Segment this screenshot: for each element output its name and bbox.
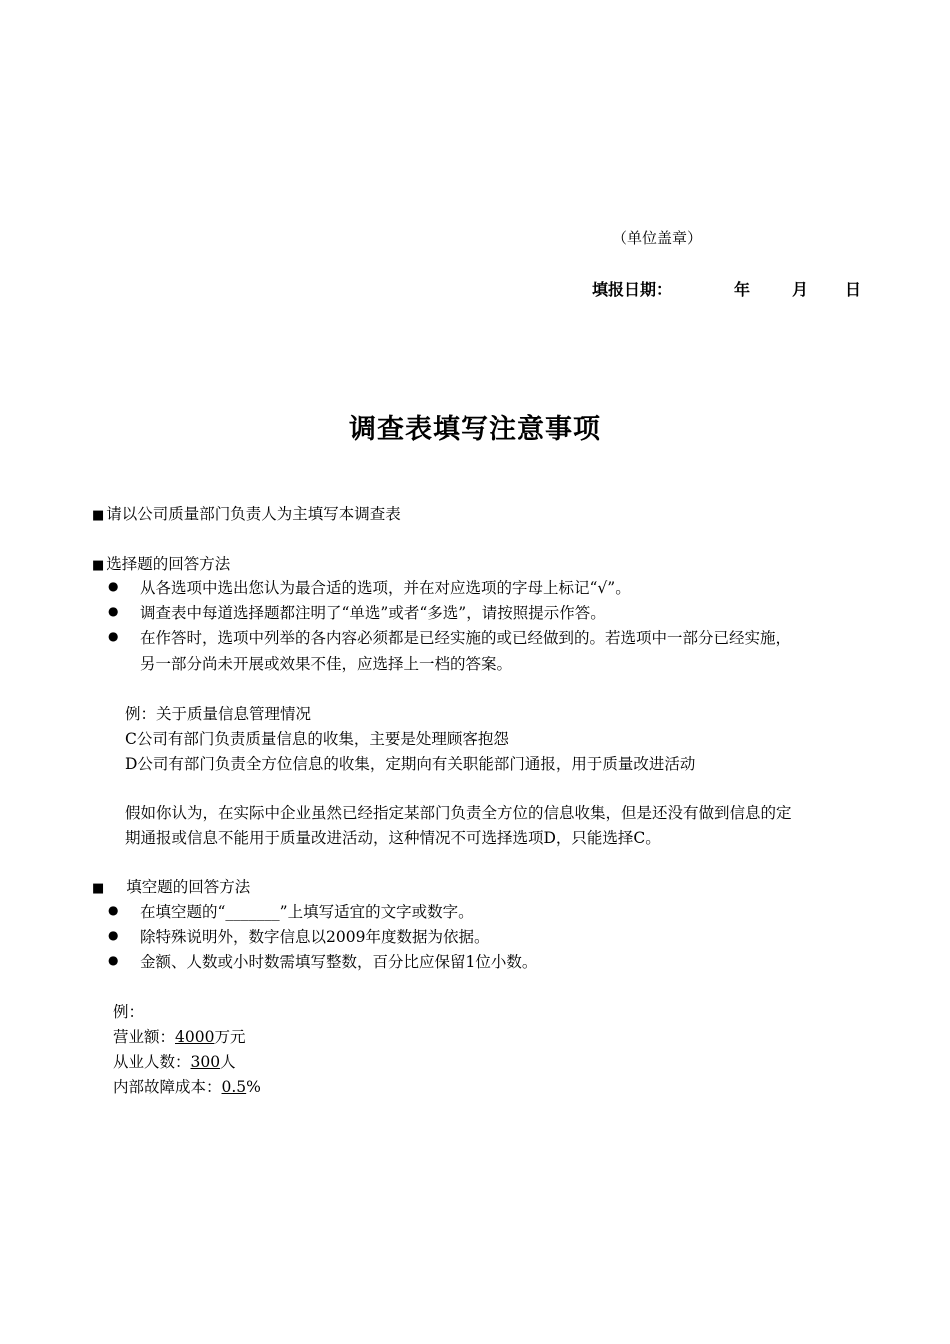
example-revenue: [113, 1025, 245, 1047]
bullet-icon: ●: [108, 903, 119, 917]
section-choice-heading: [92, 552, 230, 574]
example-field-label: 从业人数：: [113, 1053, 191, 1071]
list-item: 从各选项中选出您认为最合适的选项，并在对应选项的字母上标记“√”。: [140, 579, 631, 597]
section-instruction: [92, 502, 401, 524]
month-label: 月: [792, 280, 809, 299]
example-note: 假如你认为，在实际中企业虽然已经指定某部门负责全方位的信息收集，但是还没有做到信息的定: [125, 804, 792, 822]
example-field-unit: %: [246, 1078, 261, 1096]
square-bullet-icon: ■: [92, 558, 105, 573]
square-bullet-icon: ■: [92, 881, 105, 896]
list-item: 调查表中每道选择题都注明了“单选”或者“多选”，请按照提示作答。: [140, 604, 606, 622]
section-instruction-text: 请以公司质量部门负责人为主填写本调查表: [106, 505, 401, 523]
example-internal-failure-cost: [113, 1075, 261, 1097]
example-field-label: 内部故障成本：: [113, 1078, 222, 1096]
example-option-c: C公司有部门负责质量信息的收集，主要是处理顾客抱怨: [125, 730, 509, 748]
list-item: 在填空题的“_______”上填写适宜的文字或数字。: [140, 903, 474, 921]
example-heading: 例：关于质量信息管理情况: [125, 705, 312, 723]
example-label: 例：: [113, 1003, 145, 1021]
bullet-icon: ●: [108, 953, 119, 967]
bullet-icon: ●: [108, 629, 119, 643]
section-fill-heading: [92, 875, 250, 897]
year-label: 年: [734, 280, 751, 299]
example-field-unit: 人: [220, 1053, 236, 1071]
square-bullet-icon: ■: [92, 508, 105, 523]
bullet-icon: ●: [108, 579, 119, 593]
bullet-icon: ●: [108, 604, 119, 618]
example-employees: [113, 1050, 236, 1072]
list-item: 在作答时，选项中列举的各内容必须都是已经实施的或已经做到的。若选项中一部分已经实施，: [140, 629, 792, 647]
seal-label: （单位盖章）: [612, 229, 703, 247]
section-heading-text: 填空题的回答方法: [126, 878, 251, 896]
example-field-value: 4000: [175, 1028, 215, 1046]
list-item: 除特殊说明外，数字信息以2009年度数据为依据。: [140, 928, 490, 946]
fill-date-label: 填报日期：: [592, 280, 673, 299]
list-item-continuation: 另一部分尚未开展或效果不佳，应选择上一档的答案。: [140, 655, 513, 673]
list-item: 金额、人数或小时数需填写整数，百分比应保留1位小数。: [140, 953, 538, 971]
example-field-value: 300: [190, 1053, 221, 1071]
example-field-value: 0.5: [221, 1078, 247, 1096]
day-label: 日: [845, 280, 862, 299]
page-title: 调查表填写注意事项: [349, 414, 601, 445]
example-field-unit: 万元: [214, 1028, 246, 1046]
example-field-label: 营业额：: [113, 1028, 176, 1046]
bullet-icon: ●: [108, 928, 119, 942]
example-option-d: D公司有部门负责全方位信息的收集，定期向有关职能部门通报，用于质量改进活动: [125, 755, 696, 773]
example-note: 期通报或信息不能用于质量改进活动，这种情况不可选择选项D，只能选择C。: [125, 829, 661, 847]
section-heading-text: 选择题的回答方法: [106, 555, 231, 573]
